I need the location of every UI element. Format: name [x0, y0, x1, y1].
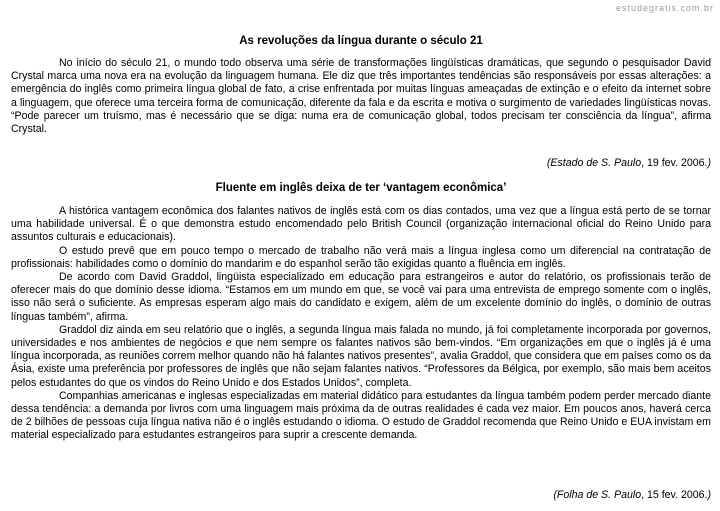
- article-2-title: Fluente em inglês deixa de ter ‘vantagem econômica’: [215, 182, 507, 194]
- source-date: , 19 fev. 2006.: [641, 157, 708, 169]
- open-paren: (: [553, 489, 557, 501]
- article-1-source: [547, 157, 711, 170]
- close-paren: ): [707, 489, 711, 501]
- open-paren: (: [546, 157, 551, 169]
- article-2-paragraph-2: O estudo prevê que em pouco tempo o mercado de trabalho não verá mais a língua inglesa como um diferencial na contratação de profissionais: habilidades como o domínio do mandarim e do espanhol serão tão exigidas quanto a fluência em inglês.: [11, 244, 711, 270]
- source-name: Folha de S. Paulo: [556, 489, 642, 501]
- close-paren: ): [707, 157, 711, 169]
- article-2-paragraph-1: A histórica vantagem econômica dos falantes nativos de inglês está com os dias contados, uma vez que a língua está perto de se tornar uma habilidade universal. É o que demonstra estudo encomendado pelo British Council (organização internacional oficial do Reino Unido para assuntos culturais e educacionais).: [11, 205, 711, 244]
- article-1-body: [11, 57, 711, 136]
- source-date: , 15 fev. 2006.: [641, 489, 708, 501]
- article-2-source: [553, 489, 711, 502]
- article-2-paragraph-5: Companhias americanas e inglesas especializadas em material didático para estudantes da língua também podem perder mercado diante dessa tendência: a demanda por livros com uma linguagem mais próxima da de outras realidades é cada vez maior. Em poucos anos, haverá cerca de 2 bilhões de pessoas cuja língua nativa não é o inglês estudando o idioma. O estudo de Graddol recomenda que Reino Unido e EUA invistam em material especializado para estudantes estrangeiros para suprir a crescente demanda.: [11, 389, 711, 442]
- source-name: Estado de S. Paulo: [550, 157, 642, 169]
- article-2-paragraph-3: De acordo com David Graddol, lingüista especializado em educação para estrangeiros e autor do relatório, os profissionais terão de oferecer mais do que domínio desse idioma. “Estamos em um mundo em que, se você vai para uma entrevista de emprego somente com o inglês, isso não será o suficiente. As empresas esperam algo mais do candidato e exigem, além de um excelente domínio do inglês, o domínio de outras línguas também”, afirma.: [11, 271, 711, 323]
- site-watermark: estudegratis.com.br: [615, 3, 714, 13]
- article-1-title: As revoluções da língua durante o século 21: [239, 35, 483, 47]
- article-1-paragraph-1: No início do século 21, o mundo todo observa uma série de transformações lingüísticas dramáticas, que segundo o pesquisador David Crystal marca uma nova era na evolução da linguagem humana. Ele diz que três importantes tendências são responsáveis por essas alterações: a emergência do inglês como primeira língua global de fato, a crise enfrentada por muitas línguas ameaçadas de extinção e o efeito da internet sobre a linguagem, que oferece uma terceira forma de comunicação, diferente da fala e da escrita e motiva o surgimento de variedades lingüísticas novas. “Pode parecer um truísmo, mas é necessário que se diga: numa era de comunicação global, todos precisam ter consciência da língua”, afirma Crystal.: [11, 57, 711, 136]
- article-2-body: [11, 205, 711, 443]
- article-2-paragraph-4: Graddol diz ainda em seu relatório que o inglês, a segunda língua mais falada no mundo, já foi completamente incorporada por governos, universidades e nos ambientes de negócios e que nem sempre os falantes nativos são bem-vindos. “Em organizações em que o inglês já é uma língua incorporada, as reuniões correm melhor quando não há falantes nativos presentes”, avalia Graddol, que considera que em países como os da Ásia, existe uma preferência por professores de inglês que não sejam falantes nativos. “Professores da Bélgica, por exemplo, são mais bem aceitos pelos estudantes do que os vindos do Reino Unido e dos Estados Unidos”, completa.: [11, 323, 711, 389]
